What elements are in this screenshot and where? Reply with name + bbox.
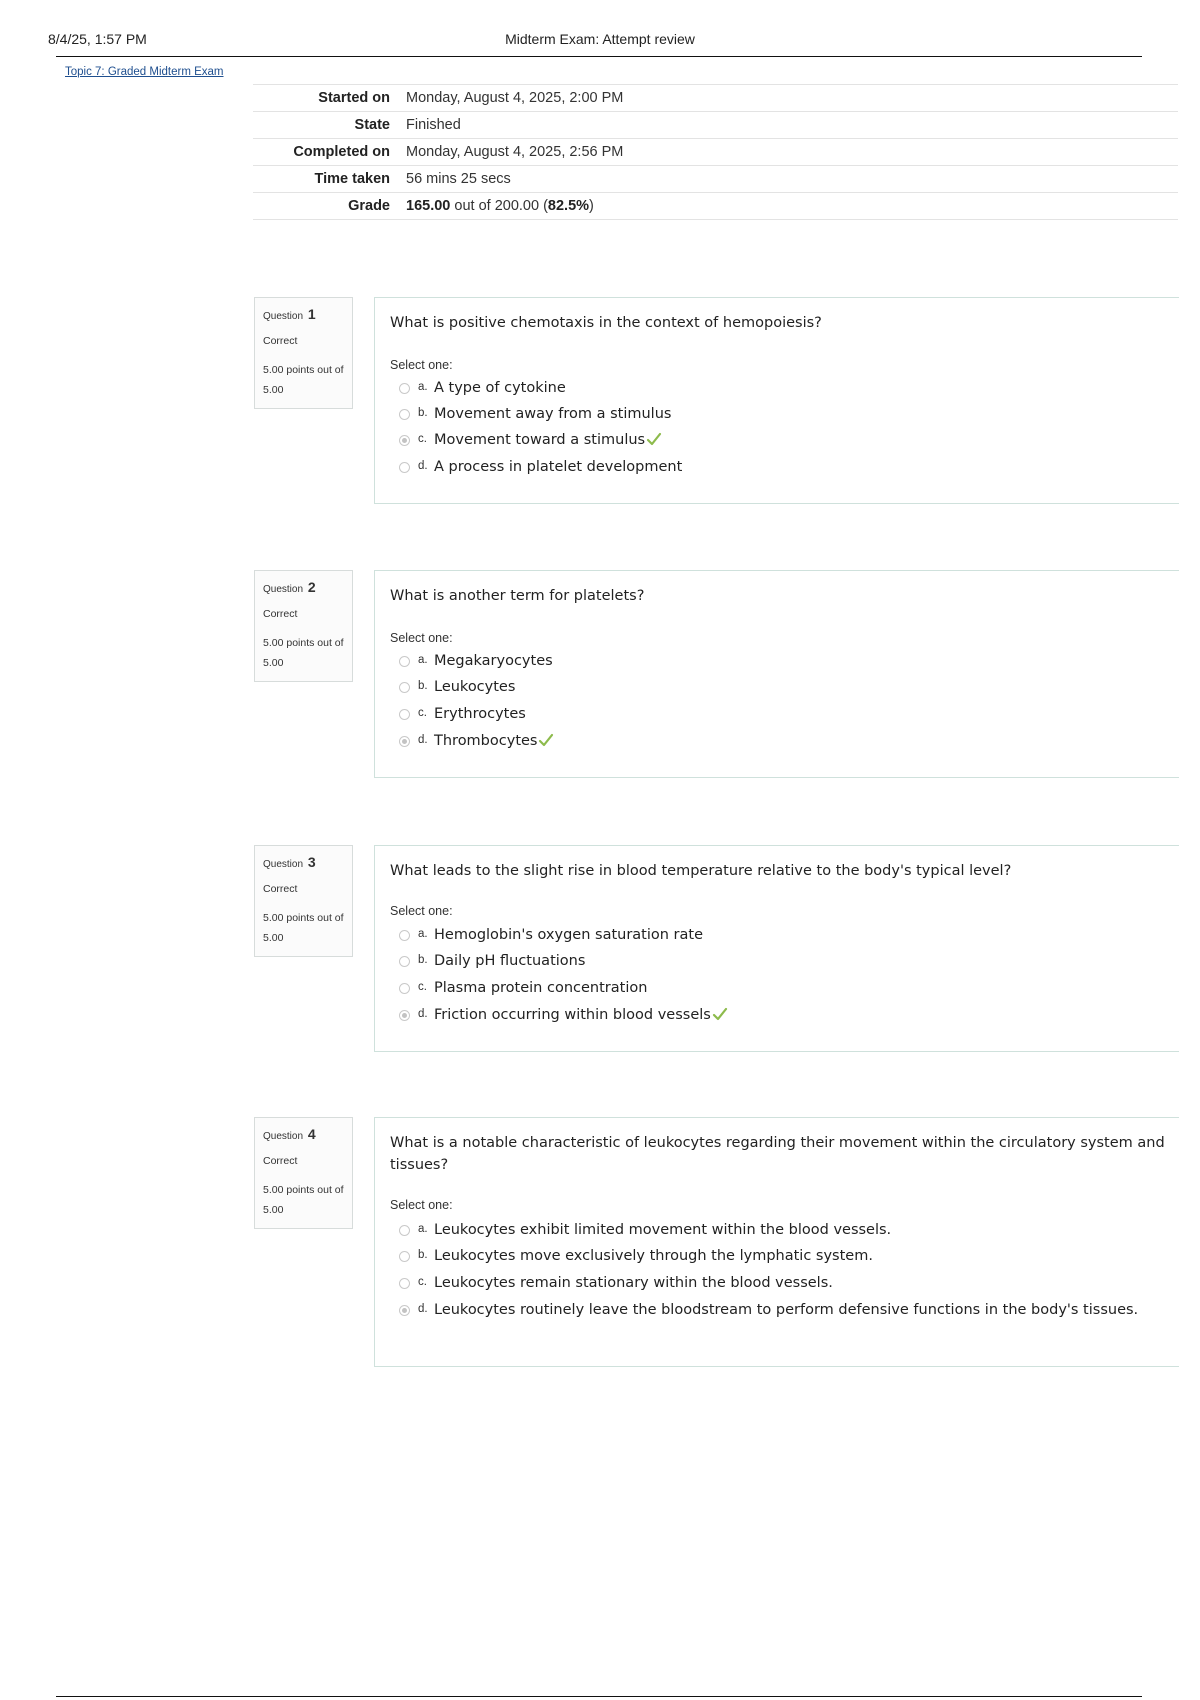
question-text: What is a notable characteristic of leukocytes regarding their movement within the circulatory system and tissues? xyxy=(390,1135,1165,1173)
answer-option-a[interactable] xyxy=(399,925,1169,951)
question-text: What is another term for platelets? xyxy=(390,588,645,604)
header-divider xyxy=(56,56,1142,57)
radio-button[interactable] xyxy=(399,682,410,693)
question-label: Question xyxy=(263,1131,304,1142)
answer-text xyxy=(434,430,662,450)
question-state: Correct xyxy=(263,1155,298,1167)
radio-button[interactable] xyxy=(399,409,410,420)
answer-letter: d. xyxy=(418,1008,428,1020)
question-content-4 xyxy=(374,1117,1179,1367)
question-content-1 xyxy=(374,297,1179,504)
summary-row-time-taken xyxy=(253,166,1178,193)
answer-option-b[interactable] xyxy=(399,677,1169,704)
radio-button-selected[interactable] xyxy=(399,1010,410,1021)
answer-text: A type of cytokine xyxy=(434,380,566,396)
check-icon xyxy=(646,432,662,446)
radio-button[interactable] xyxy=(399,656,410,667)
answer-option-c[interactable] xyxy=(399,704,1169,731)
check-icon xyxy=(712,1007,728,1021)
summary-label: Grade xyxy=(348,198,390,214)
summary-label: Started on xyxy=(318,90,390,106)
question-number-value: 4 xyxy=(307,1126,316,1142)
answer-text: Leukocytes remain stationary within the blood vessels. xyxy=(434,1275,833,1291)
grade-value xyxy=(406,198,594,214)
question-number xyxy=(263,306,316,322)
question-state: Correct xyxy=(263,883,298,895)
answer-list xyxy=(399,378,1169,483)
answer-text: Plasma protein concentration xyxy=(434,980,648,996)
answer-option-c[interactable] xyxy=(399,978,1169,1005)
select-one-prompt: Select one: xyxy=(390,358,453,372)
summary-row-started xyxy=(253,84,1178,112)
radio-button-selected[interactable] xyxy=(399,736,410,747)
check-icon xyxy=(538,733,554,747)
radio-button[interactable] xyxy=(399,383,410,394)
grade-out-of: out of 200.00 ( xyxy=(450,198,548,214)
summary-value: Monday, August 4, 2025, 2:56 PM xyxy=(406,144,624,160)
radio-button[interactable] xyxy=(399,930,410,941)
question-label: Question xyxy=(263,859,304,870)
summary-value: Monday, August 4, 2025, 2:00 PM xyxy=(406,90,624,106)
answer-letter: b. xyxy=(418,954,428,966)
answer-option-a[interactable] xyxy=(399,651,1169,677)
answer-text: Daily pH fluctuations xyxy=(434,953,586,969)
question-number-value: 2 xyxy=(307,579,316,595)
answer-option-b[interactable] xyxy=(399,1246,1169,1273)
answer-text: Movement away from a stimulus xyxy=(434,406,672,422)
summary-row-state xyxy=(253,112,1178,139)
answer-letter: d. xyxy=(418,1303,428,1315)
breadcrumb-link[interactable]: Topic 7: Graded Midterm Exam xyxy=(65,66,224,78)
question-state: Correct xyxy=(263,608,298,620)
question-text: What leads to the slight rise in blood temperature relative to the body's typical level? xyxy=(390,863,1012,879)
question-grade: 5.00 points out of 5.00 xyxy=(263,1184,344,1216)
radio-button[interactable] xyxy=(399,1278,410,1289)
answer-option-b[interactable] xyxy=(399,404,1169,430)
radio-button[interactable] xyxy=(399,983,410,994)
radio-button[interactable] xyxy=(399,1225,410,1236)
question-grade: 5.00 points out of 5.00 xyxy=(263,364,344,396)
answer-option-d[interactable] xyxy=(399,731,1169,757)
question-number xyxy=(263,854,316,870)
radio-button[interactable] xyxy=(399,709,410,720)
radio-button-selected[interactable] xyxy=(399,435,410,446)
answer-text xyxy=(434,1005,728,1025)
select-one-prompt: Select one: xyxy=(390,631,453,645)
answer-letter: d. xyxy=(418,734,428,746)
question-info-4 xyxy=(254,1117,353,1229)
question-label: Question xyxy=(263,584,304,595)
answer-list xyxy=(399,1220,1169,1320)
question-grade: 5.00 points out of 5.00 xyxy=(263,637,344,669)
grade-close: ) xyxy=(589,198,594,214)
question-content-3 xyxy=(374,845,1179,1052)
summary-value: Finished xyxy=(406,117,461,133)
answer-text: Megakaryocytes xyxy=(434,653,553,669)
answer-letter: a. xyxy=(418,381,428,393)
question-state: Correct xyxy=(263,335,298,347)
answer-letter: a. xyxy=(418,654,428,666)
answer-text: Erythrocytes xyxy=(434,706,526,722)
grade-score: 165.00 xyxy=(406,198,451,214)
answer-option-b[interactable] xyxy=(399,951,1169,978)
answer-letter: c. xyxy=(418,433,427,445)
answer-letter: a. xyxy=(418,928,428,940)
answer-list xyxy=(399,925,1169,1031)
summary-row-completed xyxy=(253,139,1178,166)
answer-option-c[interactable] xyxy=(399,1273,1169,1300)
question-content-2 xyxy=(374,570,1179,778)
answer-letter: c. xyxy=(418,981,427,993)
radio-button[interactable] xyxy=(399,462,410,473)
summary-label: Completed on xyxy=(293,144,390,160)
answer-text-value: Movement toward a stimulus xyxy=(434,432,646,448)
answer-text xyxy=(434,731,554,751)
radio-button[interactable] xyxy=(399,956,410,967)
attempt-summary-table xyxy=(253,84,1178,220)
answer-option-d[interactable] xyxy=(399,1005,1169,1031)
answer-letter: d. xyxy=(418,460,428,472)
answer-letter: c. xyxy=(418,707,427,719)
answer-option-d[interactable] xyxy=(399,457,1169,483)
answer-option-a[interactable] xyxy=(399,1220,1169,1246)
answer-letter: c. xyxy=(418,1276,427,1288)
print-datetime: 8/4/25, 1:57 PM xyxy=(48,31,147,47)
answer-letter: b. xyxy=(418,680,428,692)
print-header xyxy=(0,0,1200,60)
summary-row-grade xyxy=(253,193,1178,220)
select-one-prompt: Select one: xyxy=(390,904,453,918)
question-number xyxy=(263,579,316,595)
answer-option-d[interactable] xyxy=(399,1300,1169,1320)
question-grade: 5.00 points out of 5.00 xyxy=(263,912,344,944)
footer-divider xyxy=(56,1696,1142,1697)
answer-text-value: Friction occurring within blood vessels xyxy=(434,1007,711,1023)
answer-text: Hemoglobin's oxygen saturation rate xyxy=(434,927,704,943)
answer-letter: a. xyxy=(418,1223,428,1235)
question-text: What is positive chemotaxis in the context of hemopoiesis? xyxy=(390,315,822,331)
grade-percent: 82.5% xyxy=(547,198,590,214)
answer-text-value: Thrombocytes xyxy=(434,733,538,749)
question-info-3 xyxy=(254,845,353,957)
question-info-1 xyxy=(254,297,353,409)
question-number xyxy=(263,1126,316,1142)
answer-letter: b. xyxy=(418,407,428,419)
print-page-title: Midterm Exam: Attempt review xyxy=(505,31,695,47)
answer-text: Leukocytes exhibit limited movement within the blood vessels. xyxy=(434,1222,892,1238)
answer-option-c[interactable] xyxy=(399,430,1169,457)
select-one-prompt: Select one: xyxy=(390,1198,453,1212)
answer-option-a[interactable] xyxy=(399,378,1169,404)
summary-label: Time taken xyxy=(314,171,390,187)
answer-text: Leukocytes xyxy=(434,679,516,695)
summary-label: State xyxy=(354,117,390,133)
question-number-value: 1 xyxy=(307,306,316,322)
question-info-2 xyxy=(254,570,353,682)
question-label: Question xyxy=(263,311,304,322)
answer-text: Leukocytes move exclusively through the lymphatic system. xyxy=(434,1248,873,1264)
question-number-value: 3 xyxy=(307,854,316,870)
answer-text: Leukocytes routinely leave the bloodstream to perform defensive functions in the body's tissues. xyxy=(434,1302,1139,1318)
answer-letter: b. xyxy=(418,1249,428,1261)
radio-button[interactable] xyxy=(399,1251,410,1262)
answer-list xyxy=(399,651,1169,757)
summary-value: 56 mins 25 secs xyxy=(406,171,511,187)
radio-button-selected[interactable] xyxy=(399,1305,410,1316)
answer-text: A process in platelet development xyxy=(434,459,683,475)
